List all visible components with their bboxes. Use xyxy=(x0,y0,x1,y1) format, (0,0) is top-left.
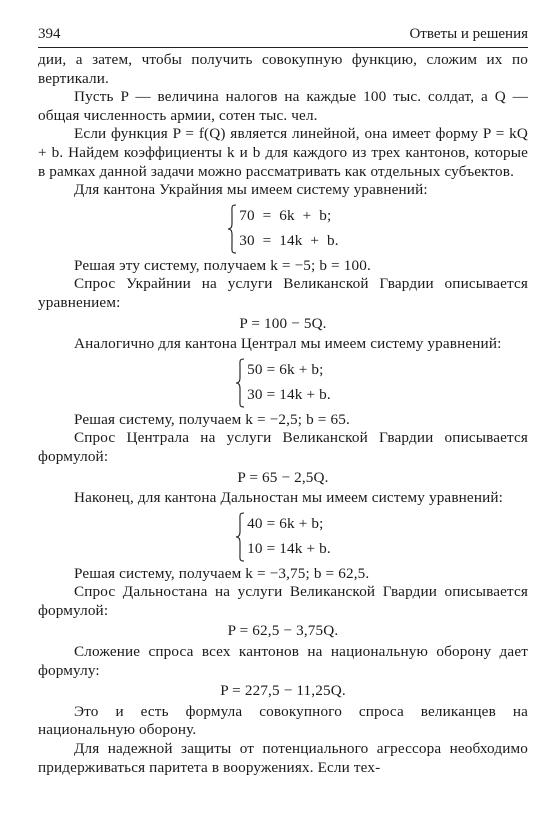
paragraph: дии, а затем, чтобы получить совокупную функцию, сложим их по вертикали. xyxy=(38,51,528,87)
paragraph: Спрос Дальностана на услуги Великанской Гвардии описывается формулой: xyxy=(38,583,528,619)
left-brace-icon xyxy=(235,358,245,408)
page-header xyxy=(38,26,528,48)
equation-system xyxy=(38,204,528,254)
page-content xyxy=(38,51,528,777)
equation-line: 40 = 6k + b; xyxy=(247,515,324,533)
formula: P = 62,5 − 3,75Q. xyxy=(227,622,339,640)
paragraph: Для кантона Украйния мы имеем систему уравнений: xyxy=(74,181,428,199)
equation-line: 50 = 6k + b; xyxy=(247,361,324,379)
formula: P = 65 − 2,5Q. xyxy=(237,468,329,486)
formula: P = 227,5 − 11,25Q. xyxy=(220,682,346,700)
paragraph: Решая систему, получаем k = −3,75; b = 62,5. xyxy=(74,564,370,582)
formula: P = 100 − 5Q. xyxy=(239,314,327,332)
paragraph: Решая эту систему, получаем k = −5; b = 100. xyxy=(74,256,371,274)
paragraph: Решая систему, получаем k = −2,5; b = 65. xyxy=(74,410,350,428)
paragraph: Аналогично для кантона Централ мы имеем систему уравнений: xyxy=(74,335,502,353)
paragraph: Если функция P = f(Q) является линейной, она имеет форму P = kQ + b. Найдем коэффициенты k и b для каждого из трех кантонов, которые в рамках данной задачи можно рассматривать как отдельных субъектов. xyxy=(38,125,528,180)
paragraph: Спрос Украйнии на услуги Великанской Гвардии описывается уравнением: xyxy=(38,275,528,311)
equation-line: 10 = 14k + b. xyxy=(247,540,331,558)
equation-line: 30 = 14k + b. xyxy=(239,232,339,250)
paragraph: Сложение спроса всех кантонов на национальную оборону дает формулу: xyxy=(38,643,528,679)
page-number: 394 xyxy=(38,26,61,42)
paragraph: Спрос Централа на услуги Великанской Гвардии описывается формулой: xyxy=(38,429,528,465)
equation-system xyxy=(38,512,528,562)
section-title: Ответы и решения xyxy=(409,26,528,42)
equation-line: 70 = 6k + b; xyxy=(239,207,332,225)
paragraph: Наконец, для кантона Дальностан мы имеем систему уравнений: xyxy=(74,489,504,507)
left-brace-icon xyxy=(227,204,237,254)
left-brace-icon xyxy=(235,512,245,562)
paragraph: Это и есть формула совокупного спроса великанцев на национальную оборону. xyxy=(38,702,528,739)
paragraph: Пусть P — величина налогов на каждые 100 тыс. солдат, а Q — общая численность армии, сотен тыс. чел. xyxy=(38,88,528,124)
equation-line: 30 = 14k + b. xyxy=(247,386,331,404)
paragraph: Для надежной защиты от потенциального агрессора необходимо придерживаться паритета в вооружениях. Если тех- xyxy=(38,740,528,776)
equation-system xyxy=(38,358,528,408)
